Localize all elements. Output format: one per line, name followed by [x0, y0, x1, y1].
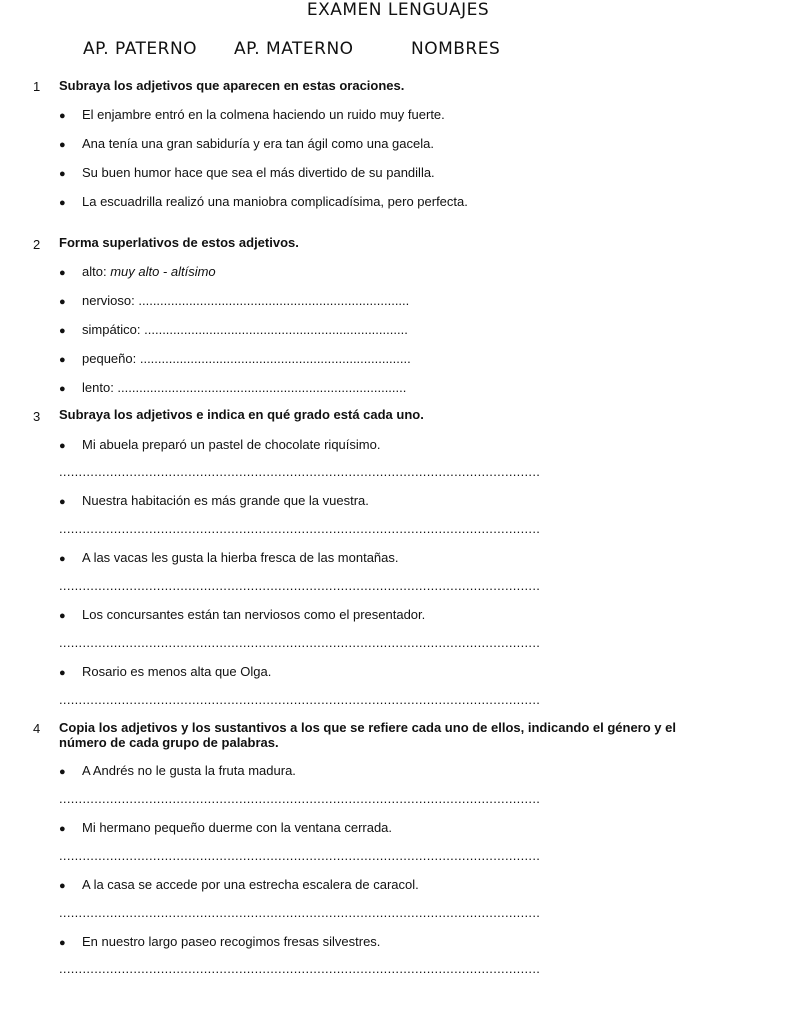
- bullet-icon: ●: [59, 553, 66, 565]
- list-item: [59, 293, 409, 308]
- bullet-icon: ●: [59, 296, 66, 308]
- adjective-label: alto:: [82, 264, 111, 279]
- bullet-icon: ●: [59, 139, 66, 151]
- answer-line[interactable]: ...........................................................................................................................: [59, 521, 541, 536]
- bullet-icon: ●: [59, 880, 66, 892]
- bullet-icon: ●: [59, 766, 66, 778]
- bullet-icon: ●: [59, 110, 66, 122]
- bullet-icon: ●: [59, 937, 66, 949]
- question-number: 2: [33, 237, 41, 252]
- sentence: A las vacas les gusta la hierba fresca de las montañas.: [82, 550, 399, 565]
- adjective-label: nervioso:: [82, 293, 139, 308]
- list-item: [59, 380, 406, 395]
- list-item: [59, 493, 369, 508]
- list-item: [59, 322, 408, 337]
- sentence: A la casa se accede por una estrecha escalera de caracol.: [82, 877, 419, 892]
- sentence: La escuadrilla realizó una maniobra complicadísima, pero perfecta.: [82, 194, 468, 209]
- question-number: 4: [33, 721, 41, 736]
- header-ap-paterno: AP. PATERNO: [83, 39, 198, 59]
- question-prompt: Subraya los adjetivos que aparecen en estas oraciones.: [59, 78, 405, 93]
- sentence: El enjambre entró en la colmena haciendo un ruido muy fuerte.: [82, 107, 445, 122]
- answer-line[interactable]: ...........................................................................................................................: [59, 692, 541, 707]
- sentence: A Andrés no le gusta la fruta madura.: [82, 763, 296, 778]
- adjective-label: lento:: [82, 380, 118, 395]
- answer-dots[interactable]: ...........................................................................: [138, 293, 410, 308]
- exam-title: EXAMEN LENGUAJES: [306, 0, 490, 20]
- sentence: Rosario es menos alta que Olga.: [82, 664, 272, 679]
- bullet-icon: ●: [59, 267, 66, 279]
- answer-line[interactable]: ...........................................................................................................................: [59, 791, 541, 806]
- question-prompt: Forma superlativos de estos adjetivos.: [59, 235, 299, 250]
- answer-dots[interactable]: .........................................................................: [144, 322, 408, 337]
- sentence: Los concursantes están tan nerviosos como el presentador.: [82, 607, 426, 622]
- adjective-label: simpático:: [82, 322, 145, 337]
- bullet-icon: ●: [59, 325, 66, 337]
- answer-line[interactable]: ...........................................................................................................................: [59, 635, 541, 650]
- header-nombres: NOMBRES: [411, 39, 501, 59]
- list-item: [59, 136, 434, 151]
- list-item: [59, 763, 296, 778]
- list-item: [59, 607, 425, 622]
- answer-dots[interactable]: ................................................................................: [117, 380, 407, 395]
- list-item: [59, 934, 380, 949]
- list-item: [59, 351, 411, 366]
- list-item: [59, 194, 468, 209]
- question-prompt: Subraya los adjetivos e indica en qué grado está cada uno.: [59, 407, 424, 422]
- answer-line[interactable]: ...........................................................................................................................: [59, 578, 541, 593]
- list-item: [59, 877, 419, 892]
- sentence: En nuestro largo paseo recogimos fresas silvestres.: [82, 934, 381, 949]
- bullet-icon: ●: [59, 168, 66, 180]
- answer-line[interactable]: ...........................................................................................................................: [59, 961, 541, 976]
- bullet-icon: ●: [59, 197, 66, 209]
- list-item: [59, 664, 271, 679]
- answer-line[interactable]: ...........................................................................................................................: [59, 848, 541, 863]
- sentence: Nuestra habitación es más grande que la vuestra.: [82, 493, 369, 508]
- bullet-icon: ●: [59, 667, 66, 679]
- answer-line[interactable]: ...........................................................................................................................: [59, 464, 541, 479]
- question-prompt: Copia los adjetivos y los sustantivos a los que se refiere cada uno de ellos, indicando el género y el número de cada grupo de palabras.: [59, 720, 676, 750]
- bullet-icon: ●: [59, 440, 66, 452]
- list-item: [59, 820, 392, 835]
- answer-dots[interactable]: ...........................................................................: [139, 351, 411, 366]
- list-item: [59, 437, 380, 452]
- sentence: Mi abuela preparó un pastel de chocolate riquísimo.: [82, 437, 381, 452]
- answer-line[interactable]: ...........................................................................................................................: [59, 905, 541, 920]
- list-item: [59, 165, 435, 180]
- example-answer: muy alto - altísimo: [110, 264, 216, 279]
- header-ap-materno: AP. MATERNO: [234, 39, 354, 59]
- sentence: Mi hermano pequeño duerme con la ventana cerrada.: [82, 820, 393, 835]
- bullet-icon: ●: [59, 383, 66, 395]
- sentence: Su buen humor hace que sea el más divertido de su pandilla.: [82, 165, 435, 180]
- adjective-label: pequeño:: [82, 351, 140, 366]
- list-item: [59, 107, 445, 122]
- list-item: [59, 550, 399, 565]
- sentence: Ana tenía una gran sabiduría y era tan ágil como una gacela.: [82, 136, 434, 151]
- question-number: 3: [33, 409, 41, 424]
- bullet-icon: ●: [59, 610, 66, 622]
- question-number: 1: [33, 79, 41, 94]
- bullet-icon: ●: [59, 354, 66, 366]
- bullet-icon: ●: [59, 823, 66, 835]
- list-item: [59, 264, 216, 279]
- bullet-icon: ●: [59, 496, 66, 508]
